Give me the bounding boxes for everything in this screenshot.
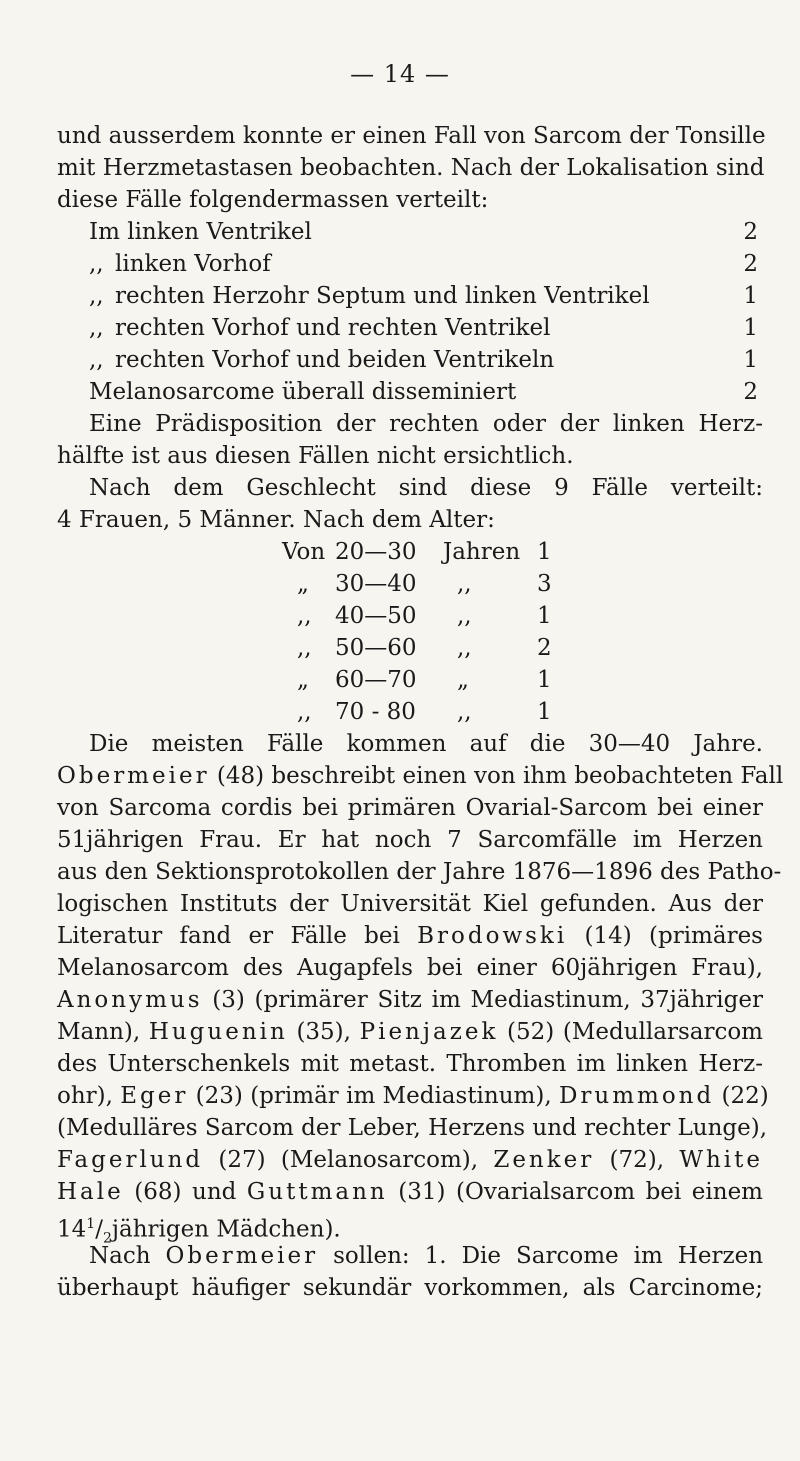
text-line: überhaupt häufiger sekundär vorkommen, als Carcinome; — [57, 1275, 763, 1301]
row-label: linken Ventrikel — [127, 219, 312, 245]
text-line: diese Fälle folgendermassen verteilt: — [57, 187, 489, 213]
table-row — [57, 216, 763, 248]
table-row — [57, 248, 763, 280]
table-row — [57, 600, 763, 632]
row-count: 1 — [743, 315, 758, 341]
table-row — [57, 376, 763, 408]
row-prefix: Von — [282, 539, 326, 565]
row-count: 1 — [743, 283, 758, 309]
text-line: Obermeier (48) beschreibt einen von ihm beobachteten Fall — [57, 763, 784, 789]
row-count: 1 — [537, 539, 552, 565]
author-name: Huguenin — [148, 1019, 288, 1045]
page-number-header: — 14 — — [350, 60, 450, 88]
row-label: rechten Vorhof und beiden Ventrikeln — [115, 347, 555, 373]
row-range: 60—70 — [335, 667, 417, 693]
row-count: 2 — [743, 219, 758, 245]
author-name: Fagerlund — [57, 1147, 204, 1173]
table-row — [57, 536, 763, 568]
row-label: rechten Herzohr Septum und linken Ventrikel — [115, 283, 650, 309]
row-prefix: „ — [297, 571, 309, 597]
row-unit: „ — [457, 667, 469, 693]
row-count: 3 — [537, 571, 552, 597]
text-line: hälfte ist aus diesen Fällen nicht ersichtlich. — [57, 443, 574, 469]
table-row — [57, 280, 763, 312]
row-count: 2 — [537, 635, 552, 661]
row-prefix: ,, — [297, 699, 312, 725]
text-line: Die meisten Fälle kommen auf die 30—40 Jahre. — [89, 731, 763, 757]
row-unit: ,, — [457, 603, 472, 629]
text-line: Eine Prädisposition der rechten oder der linken Herz- — [89, 411, 763, 437]
table-row — [57, 312, 763, 344]
row-label: linken Vorhof — [115, 251, 271, 277]
author-name: Obermeier — [57, 763, 210, 789]
row-label: rechten Vorhof und rechten Ventrikel — [115, 315, 551, 341]
author-name: Guttmann — [246, 1179, 388, 1205]
text-line: von Sarcoma cordis bei primären Ovarial-Sarcom bei einer — [57, 795, 763, 821]
text-line: Mann), Huguenin (35), Pienjazek (52) (Medullarsarcom — [57, 1019, 763, 1045]
age-table — [57, 536, 763, 728]
table-row — [57, 344, 763, 376]
author-name: Zenker — [493, 1147, 595, 1173]
row-range: 40—50 — [335, 603, 417, 629]
text-line: $14^1/_2jährigen$ Mädchen). — [57, 1216, 341, 1247]
row-prefix: ,, — [297, 603, 312, 629]
text-line: (Medulläres Sarcom der Leber, Herzens und rechter Lunge), — [57, 1115, 768, 1141]
row-label: Melanosarcome überall disseminiert — [89, 379, 517, 405]
author-name: Brodowski — [417, 923, 568, 949]
row-prefix: ,, — [89, 315, 104, 341]
text-line: Hale (68) und Guttmann (31) (Ovarialsarcom bei einem — [57, 1179, 763, 1205]
row-range: 20—30 — [335, 539, 417, 565]
text-line: 51jährigen Frau. Er hat noch 7 Sarcomfälle im Herzen — [57, 827, 763, 853]
page-body — [57, 120, 784, 1304]
text-line: Anonymus (3) (primärer Sitz im Mediastinum, 37jähriger — [57, 987, 763, 1013]
table-row — [57, 664, 763, 696]
text-line: des Unterschenkels mit metast. Thromben im linken Herz- — [57, 1051, 763, 1077]
author-name: Anonymus — [57, 987, 203, 1013]
table-row — [57, 696, 763, 728]
table-row — [57, 632, 763, 664]
text-line: Melanosarcom des Augapfels bei einer 60jährigen Frau), — [57, 955, 763, 981]
text-line: Nach dem Geschlecht sind diese 9 Fälle verteilt: — [89, 475, 763, 501]
text-line: ohr), Eger (23) (primär im Mediastinum), Drummond (22) — [57, 1083, 769, 1109]
row-count: 2 — [743, 379, 758, 405]
row-count: 1 — [743, 347, 758, 373]
row-range: 30—40 — [335, 571, 417, 597]
location-table — [57, 216, 763, 408]
row-range: 50—60 — [335, 635, 417, 661]
text-line: und ausserdem konnte er einen Fall von Sarcom der Tonsille — [57, 123, 766, 149]
row-count: 2 — [743, 251, 758, 277]
row-prefix: „ — [297, 667, 309, 693]
row-prefix: Im — [89, 219, 120, 245]
text-line: aus den Sektionsprotokollen der Jahre 1876—1896 des Patho- — [57, 859, 782, 885]
text-line: logischen Instituts der Universität Kiel gefunden. Aus der — [57, 891, 763, 917]
author-name: Pienjazek — [359, 1019, 499, 1045]
row-range: 70 - 80 — [335, 699, 416, 725]
text-line: Fagerlund (27) (Melanosarcom), Zenker (72), White — [57, 1147, 764, 1173]
text-line: 4 Frauen, 5 Männer. Nach dem Alter: — [57, 507, 495, 533]
author-name: Obermeier — [165, 1243, 319, 1269]
author-name: Hale — [57, 1179, 124, 1205]
row-count: 1 — [537, 667, 552, 693]
text-line: Nach Obermeier sollen: 1. Die Sarcome im Herzen — [89, 1243, 764, 1269]
row-prefix: ,, — [89, 347, 104, 373]
row-unit: Jahren — [443, 539, 521, 565]
row-count: 1 — [537, 699, 552, 725]
text-line: Literatur fand er Fälle bei Brodowski (14) (primäres — [57, 923, 763, 949]
row-unit: ,, — [457, 635, 472, 661]
author-name: Drummond — [558, 1083, 715, 1109]
text-line: mit Herzmetastasen beobachten. Nach der Lokalisation sind — [57, 155, 765, 181]
author-name: White — [679, 1147, 764, 1173]
table-row — [57, 568, 763, 600]
row-prefix: ,, — [89, 251, 104, 277]
author-name: Eger — [120, 1083, 189, 1109]
row-prefix: ,, — [89, 283, 104, 309]
row-unit: ,, — [457, 571, 472, 597]
row-count: 1 — [537, 603, 552, 629]
row-unit: ,, — [457, 699, 472, 725]
row-prefix: ,, — [297, 635, 312, 661]
